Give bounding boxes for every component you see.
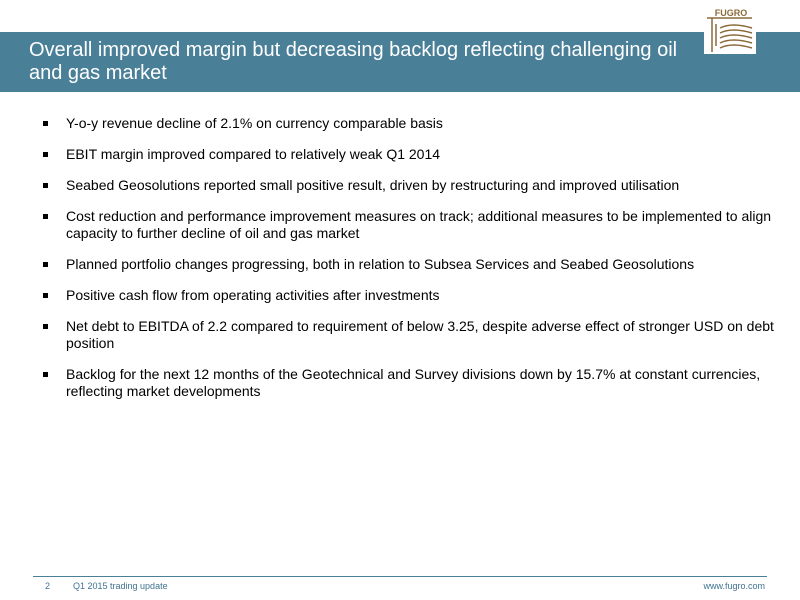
bullet-text: Net debt to EBITDA of 2.2 compared to requirement of below 3.25, despite adverse effect of stronger USD on debt position — [66, 318, 774, 351]
fugro-logo — [704, 8, 756, 54]
bullet-list — [40, 115, 780, 414]
logo-text: FUGRO — [714, 8, 748, 18]
bullet-item — [40, 256, 780, 273]
bullet-item — [40, 287, 780, 304]
bullet-text: Seabed Geosolutions reported small positive result, driven by restructuring and improved utilisation — [66, 177, 680, 193]
page-number: 2 — [45, 581, 51, 591]
footer-url: www.fugro.com — [703, 581, 765, 591]
bullet-marker — [43, 293, 48, 298]
bullet-item — [40, 208, 780, 242]
bullet-marker — [43, 152, 48, 157]
slide-title: Overall improved margin but decreasing backlog reflecting challenging oil and gas market — [29, 39, 678, 84]
bullet-text: Planned portfolio changes progressing, both in relation to Subsea Services and Seabed Geosolutions — [66, 256, 695, 272]
bullet-marker — [43, 214, 48, 219]
bullet-marker — [43, 262, 48, 267]
bullet-marker — [43, 183, 48, 188]
bullet-item — [40, 318, 780, 352]
bullet-text: Cost reduction and performance improvement measures on track; additional measures to be implemented to align capacity to further decline of oil and gas market — [66, 208, 772, 241]
bullet-text: Backlog for the next 12 months of the Geotechnical and Survey divisions down by 15.7% at constant currencies, reflecting market developments — [66, 366, 761, 399]
bullet-item — [40, 115, 780, 132]
footer-divider — [33, 576, 767, 577]
bullet-item — [40, 366, 780, 400]
bullet-text: Positive cash flow from operating activities after investments — [66, 287, 440, 303]
bullet-marker — [43, 121, 48, 126]
bullet-text: Y-o-y revenue decline of 2.1% on currency comparable basis — [66, 115, 443, 131]
bullet-item — [40, 146, 780, 163]
fugro-logo-icon — [704, 8, 756, 54]
bullet-marker — [43, 372, 48, 377]
footer-title: Q1 2015 trading update — [73, 581, 168, 591]
bullet-text: EBIT margin improved compared to relatively weak Q1 2014 — [66, 146, 441, 162]
bullet-marker — [43, 324, 48, 329]
bullet-item — [40, 177, 780, 194]
